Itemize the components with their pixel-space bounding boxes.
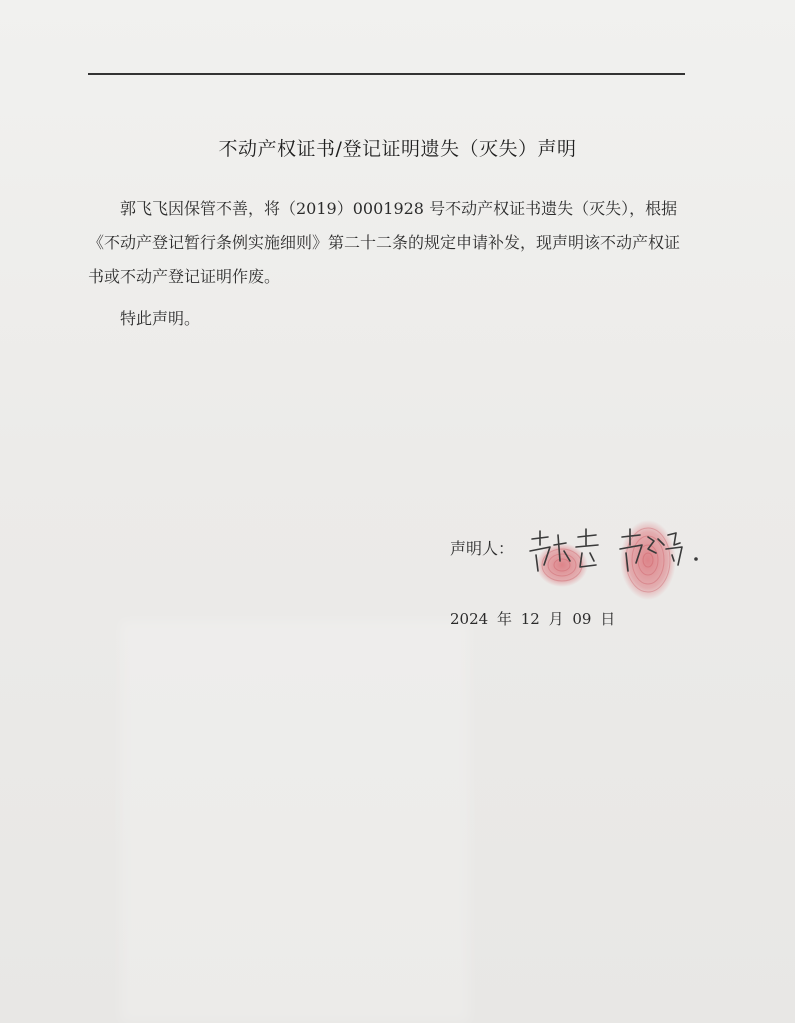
declaration-date: 2024 年 12 月 09 日 [450, 610, 616, 628]
paper-shadow [120, 620, 470, 1023]
header-rule [88, 73, 685, 75]
signature-with-fingerprints [500, 515, 710, 610]
statement-paragraph: 郭飞飞因保管不善，将（2019）0001928 号不动产权证书遗失（灭失），根据《不动产登记暂行条例实施细则》第二十二条的规定申请补发，现声明该不动产权证书或不动产登记证明作废。 [88, 199, 681, 286]
document-body [88, 192, 688, 336]
fingerprint-2 [620, 520, 676, 600]
document-title: 不动产权证书/登记证明遗失（灭失）声明 [218, 138, 577, 160]
closing-paragraph: 特此声明。 [120, 309, 201, 328]
declarant-label: 声明人： [450, 539, 515, 558]
